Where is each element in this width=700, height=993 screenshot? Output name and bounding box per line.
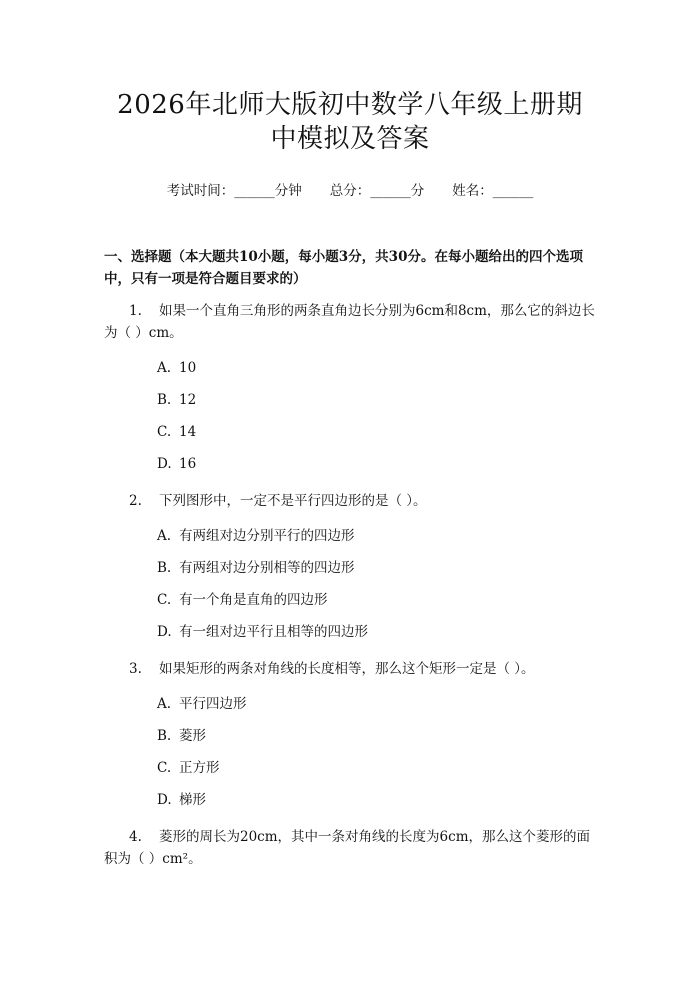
option-b [104, 720, 596, 752]
option-text: 菱形 [179, 728, 206, 744]
option-text: 14 [179, 424, 197, 440]
question-number: 3. [129, 661, 142, 677]
option-d [104, 784, 596, 816]
option-text: 12 [179, 392, 197, 408]
option-b [104, 384, 596, 416]
question-3 [104, 658, 596, 816]
option-letter: C. [157, 424, 172, 440]
student-name-field: 姓名：______ [452, 183, 534, 199]
option-c [104, 584, 596, 616]
question-3-options [104, 688, 596, 816]
option-c [104, 416, 596, 448]
exam-page [0, 88, 700, 993]
option-letter: B. [157, 392, 172, 408]
option-letter: A. [157, 528, 172, 544]
option-letter: D. [157, 792, 172, 808]
total-score-field: 总分：______分 [329, 183, 425, 199]
question-1-stem [104, 300, 596, 344]
option-text: 平行四边形 [179, 696, 247, 712]
exam-time-field: 考试时间：______分钟 [166, 183, 302, 199]
question-text: 下列图形中，一定不是平行四边形的是（ ）。 [159, 493, 427, 509]
exam-info-line [104, 182, 596, 200]
option-text: 有两组对边分别平行的四边形 [179, 528, 355, 544]
option-text: 正方形 [179, 760, 220, 776]
option-text: 有一个角是直角的四边形 [179, 592, 328, 608]
question-text: 如果矩形的两条对角线的长度相等，那么这个矩形一定是（ ）。 [159, 661, 535, 677]
question-number: 4. [129, 829, 142, 845]
option-letter: B. [157, 728, 172, 744]
option-letter: A. [157, 360, 172, 376]
option-letter: D. [157, 456, 172, 472]
option-a [104, 688, 596, 720]
option-d [104, 448, 596, 480]
question-3-stem [104, 658, 596, 680]
option-d [104, 616, 596, 648]
option-b [104, 552, 596, 584]
option-letter: B. [157, 560, 172, 576]
question-1 [104, 300, 596, 480]
question-text: 菱形的周长为20cm，其中一条对角线的长度为6cm，那么这个菱形的面积为（ ）cm²。 [104, 829, 590, 867]
option-a [104, 520, 596, 552]
question-4 [104, 826, 596, 870]
option-letter: C. [157, 592, 172, 608]
question-number: 1. [129, 303, 142, 319]
question-4-stem [104, 826, 596, 870]
question-text: 如果一个直角三角形的两条直角边长分别为6cm和8cm，那么它的斜边长为（ ）cm。 [104, 303, 595, 341]
option-text: 有两组对边分别相等的四边形 [179, 560, 355, 576]
option-text: 有一组对边平行且相等的四边形 [179, 624, 368, 640]
question-2-options [104, 520, 596, 648]
question-1-options [104, 352, 596, 480]
option-letter: A. [157, 696, 172, 712]
option-letter: C. [157, 760, 172, 776]
option-text: 16 [179, 456, 197, 472]
option-letter: D. [157, 624, 172, 640]
option-text: 10 [179, 360, 197, 376]
option-a [104, 352, 596, 384]
question-2-stem [104, 490, 596, 512]
option-text: 梯形 [179, 792, 206, 808]
question-number: 2. [129, 493, 142, 509]
page-title: 2026年北师大版初中数学八年级上册期中模拟及答案 [117, 90, 583, 154]
question-2 [104, 490, 596, 648]
option-c [104, 752, 596, 784]
section-heading: 一、选择题（本大题共10小题，每小题3分，共30分。在每小题给出的四个选项中，只有一项是符合题目要求的） [104, 249, 583, 287]
